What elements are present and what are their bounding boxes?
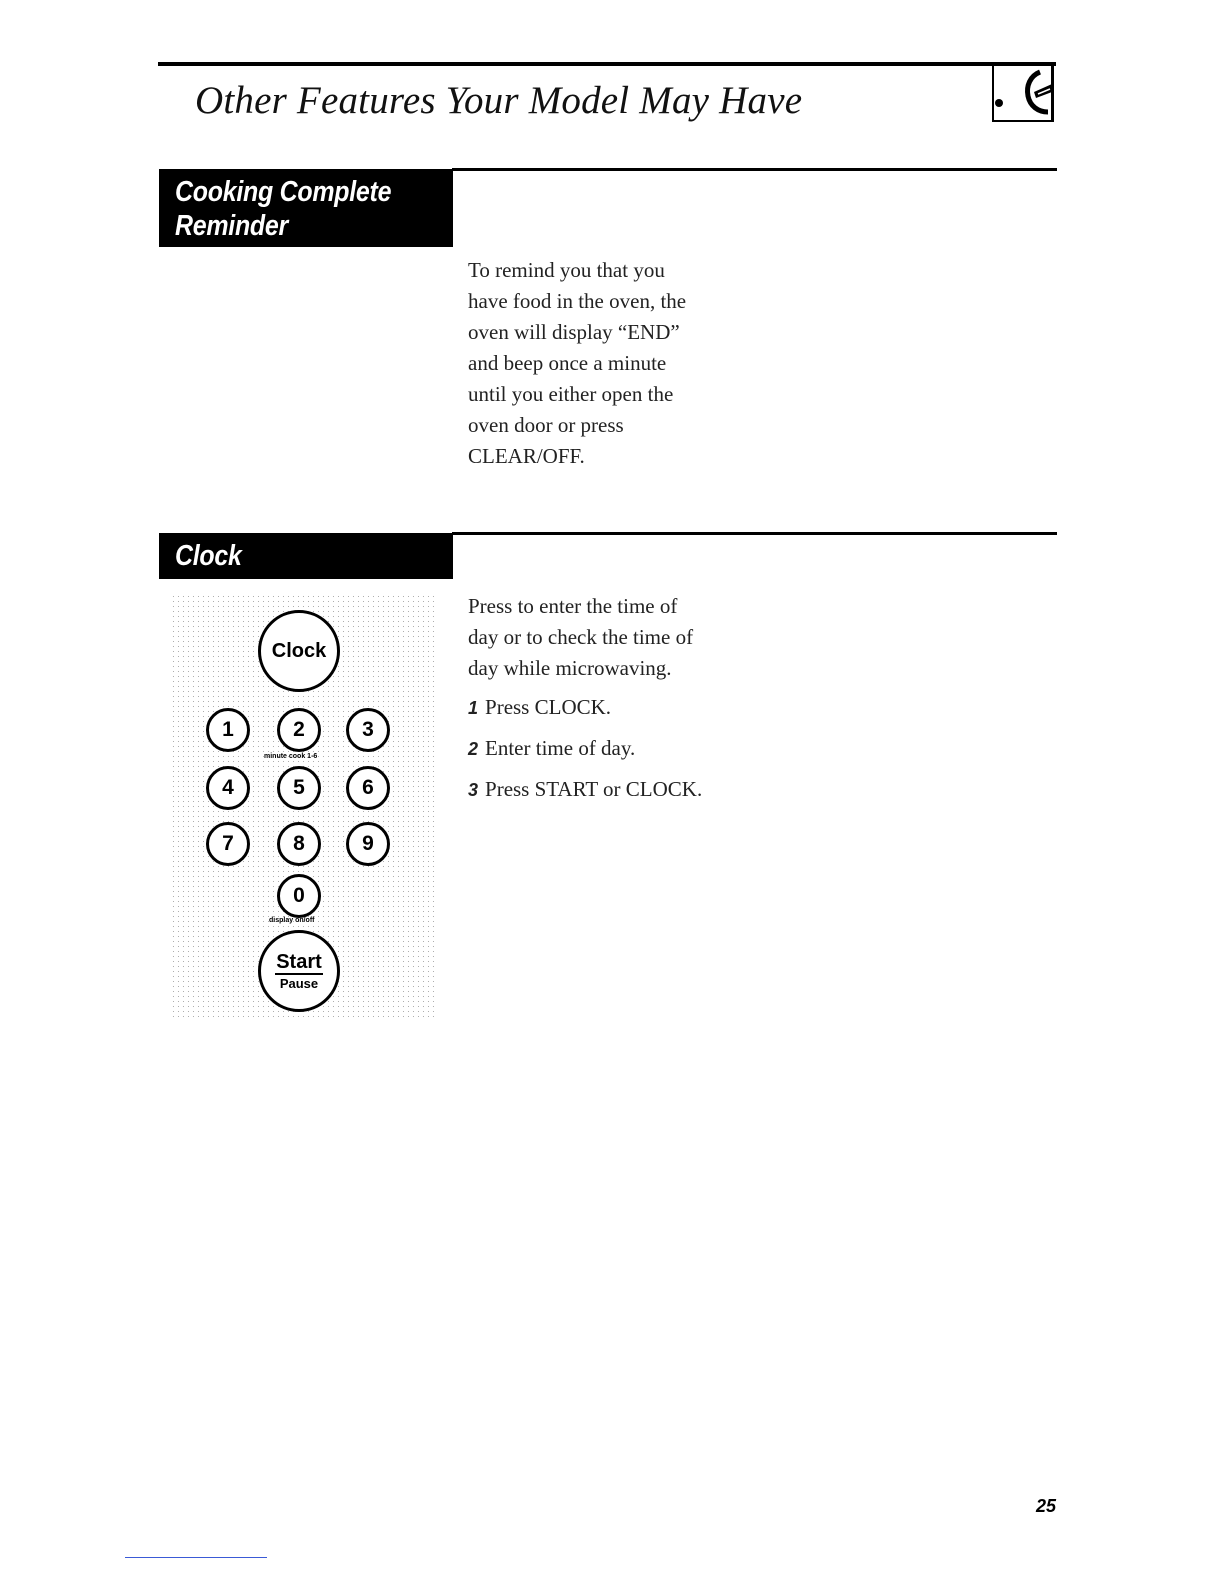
pause-label: Pause [279,975,319,991]
page-number: 25 [1036,1496,1057,1516]
key-label: 5 [293,776,305,799]
key-9[interactable] [346,822,390,866]
start-pause-key[interactable] [258,930,340,1012]
key-label: 7 [222,832,234,855]
heading-line: Clock [175,540,242,572]
minute-cook-label: minute cook 1-6 [264,753,318,760]
body-line: Press to enter the time of [468,594,678,618]
clock-steps [468,692,702,815]
key-label: 9 [362,832,374,855]
step-item [468,774,702,815]
body-line: have food in the oven, the [468,289,687,313]
clock-body [468,591,693,684]
clock-key[interactable] [258,610,340,692]
key-label: 1 [222,718,234,741]
key-label: 0 [293,884,305,907]
heading-line: Cooking Complete [175,176,392,208]
page-title: Other Features Your Model May Have [195,79,803,122]
oven-tab-icon [994,62,1054,120]
body-line: day or to check the time of [468,625,694,649]
body-line: CLEAR/OFF. [468,444,585,468]
body-line: To remind you that you [468,258,665,282]
body-line: day while microwaving. [468,656,672,680]
body-line: and beep once a minute [468,351,667,375]
clock-heading [159,533,453,579]
key-label: 2 [293,718,305,741]
heading-line: Reminder [175,210,288,242]
key-2[interactable] [277,708,321,752]
key-label: 6 [362,776,374,799]
step-text: Enter time of day. [485,736,636,760]
body-line: oven will display “END” [468,320,680,344]
step-item [468,733,702,774]
cooking-complete-reminder-heading [159,169,453,247]
key-4[interactable] [206,766,250,810]
section-rule-cooking-complete [452,168,1057,171]
top-rule [158,62,1056,66]
key-7[interactable] [206,822,250,866]
footer-link-underline [125,1557,267,1558]
body-line: oven door or press [468,413,624,437]
key-3[interactable] [346,708,390,752]
step-item [468,692,702,733]
step-number: 3 [468,780,479,800]
cooking-complete-body [468,255,686,472]
start-label: Start [276,950,322,973]
step-number: 1 [468,698,479,718]
body-line: until you either open the [468,382,674,406]
clock-key-label: Clock [271,639,327,662]
key-label: 3 [362,718,374,741]
key-label: 8 [293,832,305,855]
key-5[interactable] [277,766,321,810]
key-1[interactable] [206,708,250,752]
key-label: 4 [222,776,234,799]
corner-tab [992,62,1054,122]
keypad-illustration [172,595,434,1017]
step-text: Press CLOCK. [485,695,612,719]
step-number: 2 [468,739,479,759]
key-8[interactable] [277,822,321,866]
key-6[interactable] [346,766,390,810]
key-0[interactable] [277,874,321,918]
display-on-off-label: display on/off [269,917,315,924]
section-rule-clock [452,532,1057,535]
step-text: Press START or CLOCK. [485,777,703,801]
